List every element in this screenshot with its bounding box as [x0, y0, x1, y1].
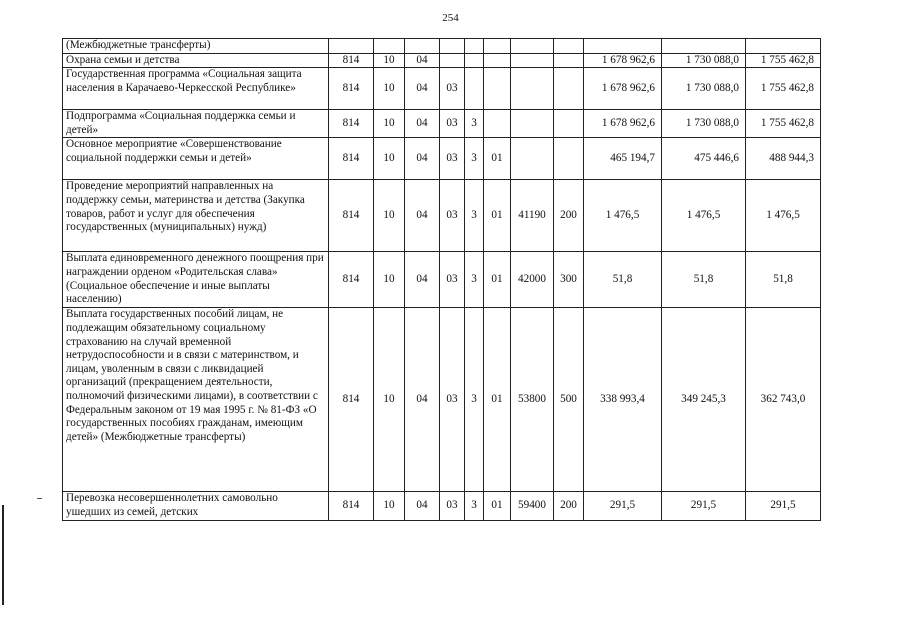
cell-section: 10 [374, 138, 405, 180]
row-description: Проведение мероприятий направленных на поддержку семьи, материнства и детства (Закупка товаров, работ и услуг для обеспечения государственных (муниципальных) нужд) [63, 180, 329, 252]
cell-value-year3: 291,5 [746, 492, 821, 520]
cell-activity: 01 [484, 492, 511, 520]
cell-value-year2: 349 245,3 [662, 308, 746, 492]
cell-value-year2: 1 730 088,0 [662, 110, 746, 138]
row-description: Выплата государственных пособий лицам, не подлежащим обязательному социальному страхованию на случай временной нетрудоспособности и в связи с материнством, и лицам, уволенным в связи с ликвидацией организаций (прекращением деятельности, полномочий физическими лицами), в соответствии с Федеральным законом от 19 мая 1995 г. № 81-ФЗ «О государственных пособиях гражданам, имеющим детей» (Межбюджетные трансферты) [63, 308, 329, 492]
cell-admin-code: 814 [329, 492, 374, 520]
cell-expense-type [554, 39, 584, 54]
cell-subprogram [465, 53, 484, 68]
cell-program: 03 [440, 138, 465, 180]
cell-direction [511, 39, 554, 54]
cell-subsection: 04 [405, 492, 440, 520]
cell-section: 10 [374, 110, 405, 138]
cell-admin-code [329, 39, 374, 54]
cell-direction [511, 110, 554, 138]
cell-expense-type: 300 [554, 252, 584, 308]
cell-subsection: 04 [405, 68, 440, 110]
table-row [63, 492, 821, 520]
table-row [63, 252, 821, 308]
cell-activity [484, 110, 511, 138]
cell-subprogram: 3 [465, 252, 484, 308]
page-number: 254 [442, 12, 459, 24]
cell-subprogram [465, 68, 484, 110]
budget-table [62, 38, 821, 521]
row-description: Охрана семьи и детства [63, 53, 329, 68]
cell-expense-type [554, 68, 584, 110]
cell-activity [484, 39, 511, 54]
cell-value-year3: 488 944,3 [746, 138, 821, 180]
cell-subprogram [465, 39, 484, 54]
table-row [63, 53, 821, 68]
cell-value-year1: 291,5 [584, 492, 662, 520]
cell-subprogram: 3 [465, 138, 484, 180]
cell-value-year2 [662, 39, 746, 54]
cell-value-year2: 291,5 [662, 492, 746, 520]
cell-value-year3: 1 755 462,8 [746, 53, 821, 68]
cell-program: 03 [440, 308, 465, 492]
cell-admin-code: 814 [329, 110, 374, 138]
cell-direction: 41190 [511, 180, 554, 252]
cell-admin-code: 814 [329, 252, 374, 308]
cell-value-year2: 1 476,5 [662, 180, 746, 252]
cell-value-year3: 1 755 462,8 [746, 68, 821, 110]
cell-program: 03 [440, 110, 465, 138]
cell-section: 10 [374, 68, 405, 110]
cell-subprogram: 3 [465, 492, 484, 520]
cell-direction [511, 138, 554, 180]
cell-value-year3 [746, 39, 821, 54]
cell-subsection [405, 39, 440, 54]
cell-admin-code: 814 [329, 308, 374, 492]
row-description: Перевозка несовершеннолетних самовольно ушедших из семей, детских [63, 492, 329, 520]
cell-expense-type [554, 53, 584, 68]
cell-direction: 53800 [511, 308, 554, 492]
cell-section: 10 [374, 53, 405, 68]
cell-admin-code: 814 [329, 68, 374, 110]
cell-subprogram: 3 [465, 308, 484, 492]
cell-activity: 01 [484, 308, 511, 492]
cell-admin-code: 814 [329, 53, 374, 68]
cell-value-year1: 1 678 962,6 [584, 110, 662, 138]
cell-program: 03 [440, 180, 465, 252]
cell-section: 10 [374, 180, 405, 252]
cell-subsection: 04 [405, 138, 440, 180]
cell-value-year1: 51,8 [584, 252, 662, 308]
cell-activity: 01 [484, 138, 511, 180]
table-row [63, 138, 821, 180]
cell-activity: 01 [484, 252, 511, 308]
cell-subsection: 04 [405, 110, 440, 138]
cell-expense-type [554, 110, 584, 138]
cell-program [440, 39, 465, 54]
cell-section: 10 [374, 492, 405, 520]
scan-dash-mark [37, 498, 42, 499]
row-description: Государственная программа «Социальная защита населения в Карачаево-Черкесской Республике» [63, 68, 329, 110]
cell-program [440, 53, 465, 68]
cell-value-year3: 1 755 462,8 [746, 110, 821, 138]
cell-value-year1 [584, 39, 662, 54]
cell-value-year1: 1 678 962,6 [584, 68, 662, 110]
cell-subsection: 04 [405, 180, 440, 252]
cell-value-year2: 51,8 [662, 252, 746, 308]
cell-direction: 59400 [511, 492, 554, 520]
table-row [63, 68, 821, 110]
cell-subprogram: 3 [465, 110, 484, 138]
cell-expense-type [554, 138, 584, 180]
cell-activity [484, 53, 511, 68]
cell-value-year2: 1 730 088,0 [662, 68, 746, 110]
cell-direction [511, 68, 554, 110]
cell-value-year2: 475 446,6 [662, 138, 746, 180]
cell-activity: 01 [484, 180, 511, 252]
cell-subprogram: 3 [465, 180, 484, 252]
cell-program: 03 [440, 68, 465, 110]
cell-subsection: 04 [405, 252, 440, 308]
row-description: Выплата единовременного денежного поощрения при награждении орденом «Родительская слава» (Социальное обеспечение и иные выплаты населению) [63, 252, 329, 308]
row-description: Основное мероприятие «Совершенствование социальной поддержки семьи и детей» [63, 138, 329, 180]
cell-admin-code: 814 [329, 138, 374, 180]
cell-section: 10 [374, 308, 405, 492]
cell-value-year2: 1 730 088,0 [662, 53, 746, 68]
cell-value-year1: 1 678 962,6 [584, 53, 662, 68]
cell-expense-type: 500 [554, 308, 584, 492]
cell-subsection: 04 [405, 308, 440, 492]
cell-value-year1: 1 476,5 [584, 180, 662, 252]
cell-value-year3: 51,8 [746, 252, 821, 308]
scan-edge-mark [2, 505, 4, 605]
cell-expense-type: 200 [554, 180, 584, 252]
row-description: Подпрограмма «Социальная поддержка семьи и детей» [63, 110, 329, 138]
table-row [63, 110, 821, 138]
table-row [63, 39, 821, 54]
cell-admin-code: 814 [329, 180, 374, 252]
table-row [63, 308, 821, 492]
cell-program: 03 [440, 492, 465, 520]
cell-section [374, 39, 405, 54]
table-row [63, 180, 821, 252]
cell-value-year3: 1 476,5 [746, 180, 821, 252]
cell-value-year3: 362 743,0 [746, 308, 821, 492]
cell-activity [484, 68, 511, 110]
cell-direction [511, 53, 554, 68]
cell-value-year1: 465 194,7 [584, 138, 662, 180]
cell-direction: 42000 [511, 252, 554, 308]
cell-expense-type: 200 [554, 492, 584, 520]
cell-value-year1: 338 993,4 [584, 308, 662, 492]
row-description: (Межбюджетные трансферты) [63, 39, 329, 54]
cell-section: 10 [374, 252, 405, 308]
cell-subsection: 04 [405, 53, 440, 68]
cell-program: 03 [440, 252, 465, 308]
